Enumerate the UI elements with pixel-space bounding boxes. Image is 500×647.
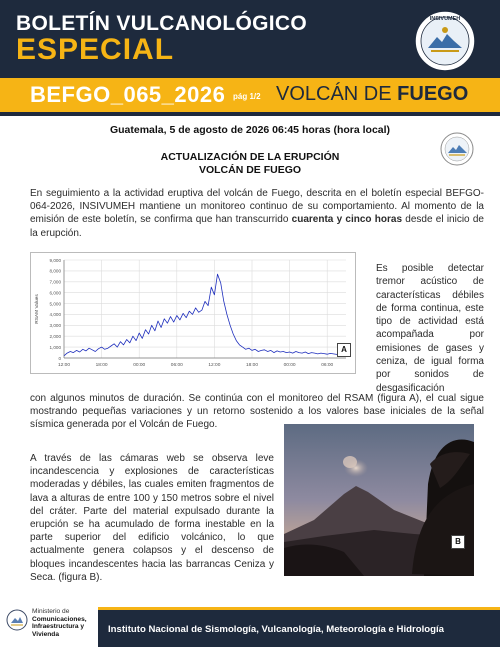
volcano-title bbox=[276, 83, 468, 106]
rsam-series-line bbox=[64, 274, 343, 356]
ministry-line1: Ministerio de bbox=[32, 608, 70, 615]
update-title bbox=[0, 151, 500, 177]
volcano-name: FUEGO bbox=[397, 83, 469, 105]
y-tick-label: 7,000 bbox=[49, 279, 61, 285]
y-tick-label: 9,000 bbox=[49, 257, 61, 263]
x-tick-label: 00:00 bbox=[283, 363, 296, 368]
y-tick-label: 2,000 bbox=[49, 334, 61, 340]
code-band bbox=[0, 78, 500, 112]
bulletin-subtitle: ESPECIAL bbox=[16, 33, 175, 66]
y-tick-label: 1,000 bbox=[49, 344, 61, 350]
page-indicator: pág 1/2 bbox=[233, 92, 261, 101]
ministry-logo-icon bbox=[6, 609, 28, 631]
ministry-line2: Comunicaciones, bbox=[32, 615, 87, 623]
x-tick-label: 12:00 bbox=[57, 363, 71, 368]
x-tick-label: 00:00 bbox=[133, 363, 146, 368]
update-title-line1: ACTUALIZACIÓN DE LA ERUPCIÓN bbox=[160, 151, 340, 163]
x-tick-label: 18:00 bbox=[95, 363, 108, 368]
rsam-chart-svg bbox=[30, 252, 356, 374]
paragraph-webcam: A través de las cámaras web se observa leve incandescencia y explosiones de características moderadas y débiles, las cuales emiten fragmentos de lava a alturas de entre 100 y 150 metros sobre el nivel del cráter. Parte del material expulsado durante la erupción se ha acumulado de forma inestable en la parte superior del edificio volcánico, lo que actualmente genera colapsos y el descenso de bloques incandescentes hacia las barrancas Ceniza y Seca. (figura B). bbox=[30, 453, 274, 583]
header-banner bbox=[0, 0, 500, 78]
x-tick-label: 06:00 bbox=[170, 363, 183, 368]
y-tick-label: 0 bbox=[58, 355, 61, 361]
x-tick-label: 18:00 bbox=[245, 363, 259, 368]
intro-text: En seguimiento a la actividad eruptiva del volcán de Fuego, descrita en el boletín especial BEFGO-064-2026, INSIVUMEH mantiene un monitoreo continuo de su comportamiento. Al momento de la emisión de este boletín, se confirma que han transcurrido bbox=[30, 188, 484, 226]
update-title-line2: VOLCÁN DE FUEGO bbox=[198, 164, 302, 176]
seal-lettering: INSIVUMEH bbox=[429, 16, 461, 22]
figure-b-label: B bbox=[451, 535, 465, 549]
figure-a-label: A bbox=[337, 343, 351, 357]
paragraph-intro bbox=[30, 187, 484, 240]
band-divider bbox=[0, 112, 500, 116]
y-tick-label: 6,000 bbox=[49, 290, 61, 296]
volcano-photo bbox=[284, 424, 474, 576]
bulletin-title: BOLETÍN VULCANOLÓGICO bbox=[16, 12, 307, 35]
ministry-line4: Vivienda bbox=[32, 630, 59, 638]
y-tick-label: 5,000 bbox=[49, 301, 61, 307]
y-axis-label: RSAM Values bbox=[35, 294, 40, 324]
rsam-chart bbox=[30, 252, 356, 374]
institute-name: Instituto Nacional de Sismología, Vulcanología, Meteorología e Hidrología bbox=[108, 624, 444, 635]
volcano-prefix: VOLCÁN DE bbox=[276, 83, 392, 105]
x-tick-label: 06:00 bbox=[321, 363, 334, 368]
y-tick-label: 3,000 bbox=[49, 323, 61, 329]
y-tick-label: 8,000 bbox=[49, 268, 61, 274]
date-line: Guatemala, 5 de agosto de 2026 06:45 horas (hora local) bbox=[109, 124, 391, 136]
ministry-line3: Infraestructura y bbox=[32, 623, 85, 631]
bulletin-code: BEFGO_065_2026 bbox=[30, 82, 226, 107]
intro-bold-duration: cuarenta y cinco horas bbox=[291, 214, 403, 226]
paragraph-tremor: Es posible detectar tremor acústico de características débiles de forma continua, este tipo de actividad está acompañada por emisiones de gases y ceniza, de igual forma por sonidos de desgasificación bbox=[376, 263, 484, 394]
x-tick-label: 12:00 bbox=[208, 363, 221, 368]
y-tick-label: 4,000 bbox=[49, 312, 61, 318]
ministry-text bbox=[32, 608, 87, 638]
intro-text-end: desde el inicio de la erupción. bbox=[30, 214, 484, 239]
paragraph-rsam: con algunos minutos de duración. Se continúa con el monitoreo del RSAM (figura A), el cual sigue mostrando pequeñas variaciones y un retorno sostenido a los valores base iniciales de la señal sísmica generada por el Volcán de Fuego. bbox=[30, 393, 484, 431]
insivumeh-seal-icon bbox=[414, 10, 476, 72]
